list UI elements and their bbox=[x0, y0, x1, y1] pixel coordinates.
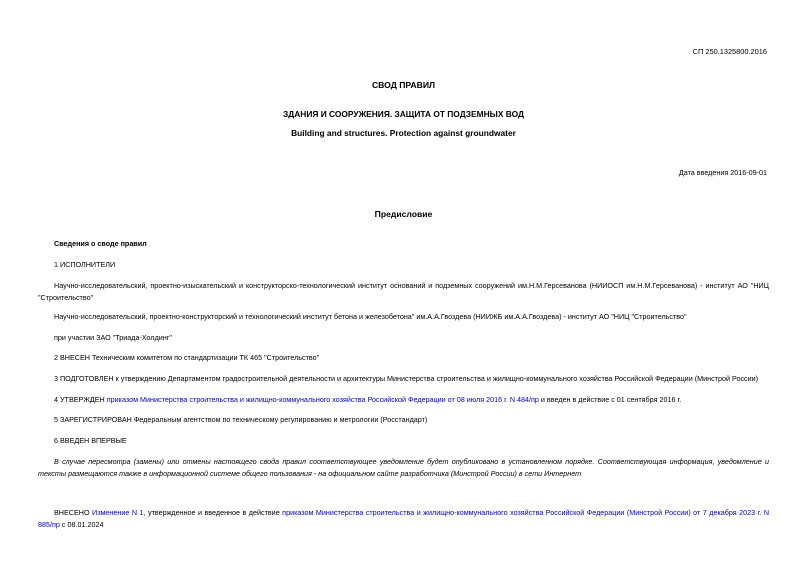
document-code: СП 250.1325800.2016 bbox=[692, 47, 767, 56]
participation-note: при участии ЗАО "Триада-Холдинг" bbox=[54, 333, 172, 342]
item-4-prefix: 4 УТВЕРЖДЕН bbox=[54, 395, 107, 404]
amendment-order-link[interactable]: приказом Министерства строительства и жилищно-коммунального хозяйства Российской Федерации (Минстрой России) от 7 декабря 2023 г. N 885/пр bbox=[38, 508, 770, 529]
item-5: 5 ЗАРЕГИСТРИРОВАН Федеральным агентством по техническому регулированию и метрологии (Росстандарт) bbox=[54, 415, 428, 424]
executor-1: Научно-исследовательский, проектно-изыскательский и конструкторско-технологический институт оснований и подземных сооружений им.Н.М.Герсеванова (НИИОСП им.Н.М.Герсеванова) - институт АО "НИЦ "Строительство" bbox=[38, 281, 769, 302]
revision-note: В случае пересмотра (замены) или отмены настоящего свода правил соответствующее уведомление будет опубликовано в установленном порядке. Соответствующая информация, уведомление и тексты размещаются также в информационной системе общего пользования - на официальном сайте разработчика (Минстрой России) в сети Интернет bbox=[38, 457, 769, 478]
info-heading: Сведения о своде правил bbox=[54, 239, 147, 248]
amendment-prefix: ВНЕСЕНО bbox=[54, 508, 93, 517]
amendment-mid: , утвержденное и введенное в действие bbox=[143, 508, 283, 517]
executor-2: Научно-исследовательский, проектно-конструкторский и технологический институт бетона и железобетона" им.А.А.Гвоздева (НИИЖБ им.А.А.Гвоздева) - институт АО "НИЦ "Строительство" bbox=[54, 312, 687, 321]
executors-heading: 1 ИСПОЛНИТЕЛИ bbox=[54, 260, 116, 269]
introduction-date: Дата введения 2016-09-01 bbox=[678, 168, 767, 177]
item-3: 3 ПОДГОТОВЛЕН к утверждению Департаментом градостроительной деятельности и архитектуры Министерства строительства и жилищно-коммунального хозяйства Российской Федерации (Минстрой России) bbox=[54, 374, 759, 383]
item-2: 2 ВНЕСЕН Техническим комитетом по стандартизации ТК 465 "Строительство" bbox=[54, 353, 320, 362]
item-4 bbox=[38, 394, 769, 406]
amendment-note bbox=[38, 507, 769, 530]
document-title-en: Building and structures. Protection against groundwater bbox=[291, 128, 516, 138]
approval-order-link[interactable]: приказом Министерства строительства и жилищно-коммунального хозяйства Российской Федерации от 08 июля 2016 г. N 484/пр bbox=[106, 395, 539, 404]
document-title-ru: ЗДАНИЯ И СООРУЖЕНИЯ. ЗАЩИТА ОТ ПОДЗЕМНЫХ ВОД bbox=[283, 109, 524, 119]
item-4-suffix: и введен в действие с 01 сентября 2016 г. bbox=[538, 395, 682, 404]
code-of-rules-heading: СВОД ПРАВИЛ bbox=[371, 80, 436, 90]
amendment-1-link[interactable]: Изменение N 1 bbox=[92, 508, 144, 517]
item-6: 6 ВВЕДЕН ВПЕРВЫЕ bbox=[54, 436, 127, 445]
amendment-suffix: с 08.01.2024 bbox=[59, 519, 104, 529]
preface-heading: Предисловие bbox=[374, 209, 433, 219]
